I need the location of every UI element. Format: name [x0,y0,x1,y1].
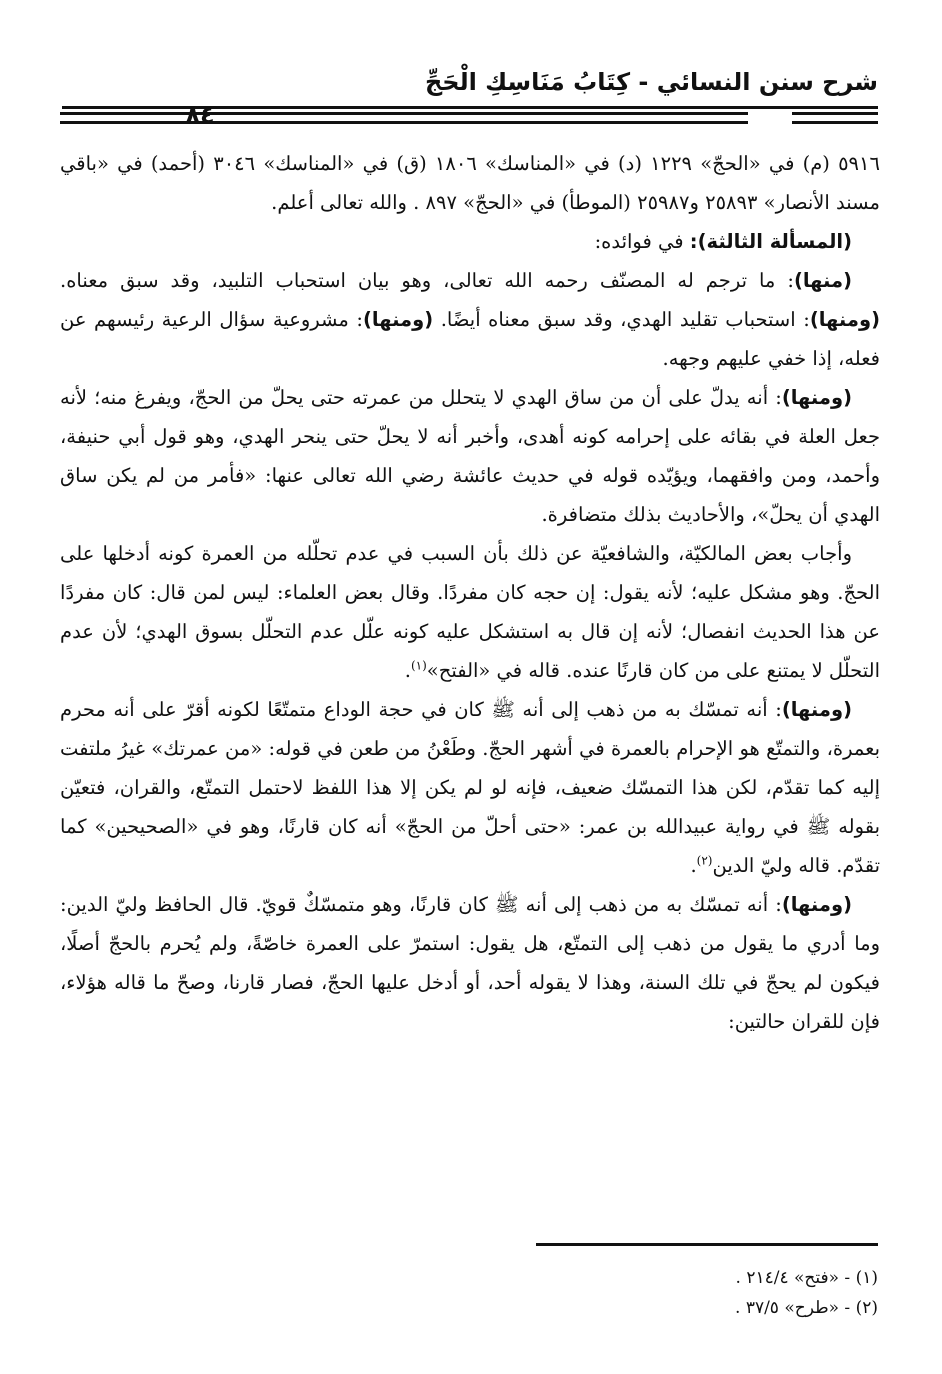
issue-heading-text: في فوائده: [594,230,690,253]
paragraph-benefits-4 [60,885,880,1041]
header-rule-bottom-right [792,121,878,124]
benefit-label: (ومنها) [809,308,881,331]
header-rule-right [792,112,878,115]
benefit-text: : استحباب تقليد الهدي، وقد سبق معناه أيضًا. [433,308,810,331]
header-rule-bottom-left [60,121,748,124]
benefit-text: : ما ترجم له المصنّف رحمه الله تعالى، وهو بيان استحباب التلبيد، وقد سبق معناه. [60,269,794,292]
benefit-text: : أنه تمسّك به من ذهب إلى أنه ﷺ كان في حجة الوداع متمتّعًا لكونه أقرّ على أنه محرم بعمرة، والتمتّع هو الإحرام بالعمرة في أشهر الحجّ. وطَعْنُ من طعن في قوله: «من عمرتك» غيرُ ملتفت إليه كما تقدّم، لكن هذا التمسّك ضعيف، فإنه لو لم يكن إلا هذا اللفظ لاحتمل التمتّع، والقران، فتعيّن بقوله ﷺ في رواية عبيدالله بن عمر: «حتى أحلّ من الحجّ» أنه كان قارنًا، وهو في «الصحيحين» كما تقدّم. قاله وليّ الدين [60,698,880,877]
paragraph-citations: ٥٩١٦ (م) في «الحجّ» ١٢٢٩ (د) في «المناسك» ١٨٠٦ (ق) في «المناسك» ٣٠٤٦ (أحمد) في «باقي مسند الأنصار» ٢٥٨٩٣ و٢٥٩٨٧ (الموطأ) في «الحجّ» ٨٩٧ . والله تعالى أعلم. [60,152,880,214]
issue-heading: (المسألة الثالثة): [689,230,852,253]
paragraph-benefits-3 [60,690,880,885]
paragraph-benefits-1 [60,261,880,378]
footnote-ref-2[interactable]: (٢) [696,853,713,868]
benefit-label: (منها) [793,269,852,292]
sentence-end: . [690,854,697,877]
page-number: ٨٤ [185,101,215,129]
benefit-text: : مشروعية سؤال الرعية رئيسهم عن فعله، إذا خفي عليهم وجهه. [60,308,880,370]
main-text [60,144,880,1041]
paragraph-benefits-2 [60,378,880,534]
running-header-title: شرح سنن النسائي - كِتَابُ مَنَاسِكِ الْحَجِّ [424,68,878,96]
footnotes [58,1263,878,1323]
benefit-label: (ومنها) [781,386,852,409]
paragraph-third-issue [60,222,880,261]
benefit-label: (ومنها) [781,893,852,916]
benefit-text: : أنه تمسّك به من ذهب إلى أنه ﷺ كان قارنًا، وهو متمسّكٌ قويّ. قال الحافظ وليّ الدين: وما أدري ما يقول من ذهب إلى التمتّع، هل يقول: استمرّ على العمرة خاصّةً، ولم يُحرم بالحجّ أصلًا، فيكون لم يحجّ في تلك السنة، وهذا لا يقوله أحد، أو أدخل عليها الحجّ، فصار قارنا، وصحّ ما قاله هؤلاء، فإن للقران حالتين: [60,893,880,1033]
footnote-separator [536,1243,878,1246]
benefit-label: (ومنها) [362,308,434,331]
footnote-2: (٢) - «طرح» ٣٧/٥ . [735,1298,878,1318]
reply-text: وأجاب بعض المالكيّة، والشافعيّة عن ذلك بأن السبب في عدم تحلّله من العمرة كونه أدخلها على الحجّ. وهو مشكل عليه؛ لأنه يقول: إن حجه كان مفردًا. وقال بعض العلماء: ليس لمن قال: كان مفردًا عن هذا الحديث انفصال؛ لأنه إن قال به استشكل عليه كونه علّل عدم التحلّل بسوق الهدي؛ لأن عدم التحلّل لا يمتنع على من كان قارنًا عنده. قاله في «الفتح» [60,542,880,682]
benefit-text: : أنه يدلّ على أن من ساق الهدي لا يتحلل من عمرته حتى يحلّ من الحجّ، ويفرغ منه؛ لأنه جعل العلة في بقائه على إحرامه كونه أهدى، وأخبر أنه لا يحلّ حتى ينحر الهدي، وهو قول أبي حنيفة، وأحمد، ومن وافقهما، ويؤيّده قوله في حديث عائشة رضي الله تعالى عنها: «فأمر من لم يكن ساق الهدي أن يحلّ»، والأحاديث بذلك متضافرة. [60,386,880,526]
footnote-1: (١) - «فتح» ٢١٤/٤ . [735,1268,878,1288]
footnote-ref-1[interactable]: (١) [410,658,427,673]
sentence-end: . [404,659,411,682]
paragraph-maliki-reply [60,534,880,690]
benefit-label: (ومنها) [781,698,852,721]
header-rule-left [60,112,748,115]
